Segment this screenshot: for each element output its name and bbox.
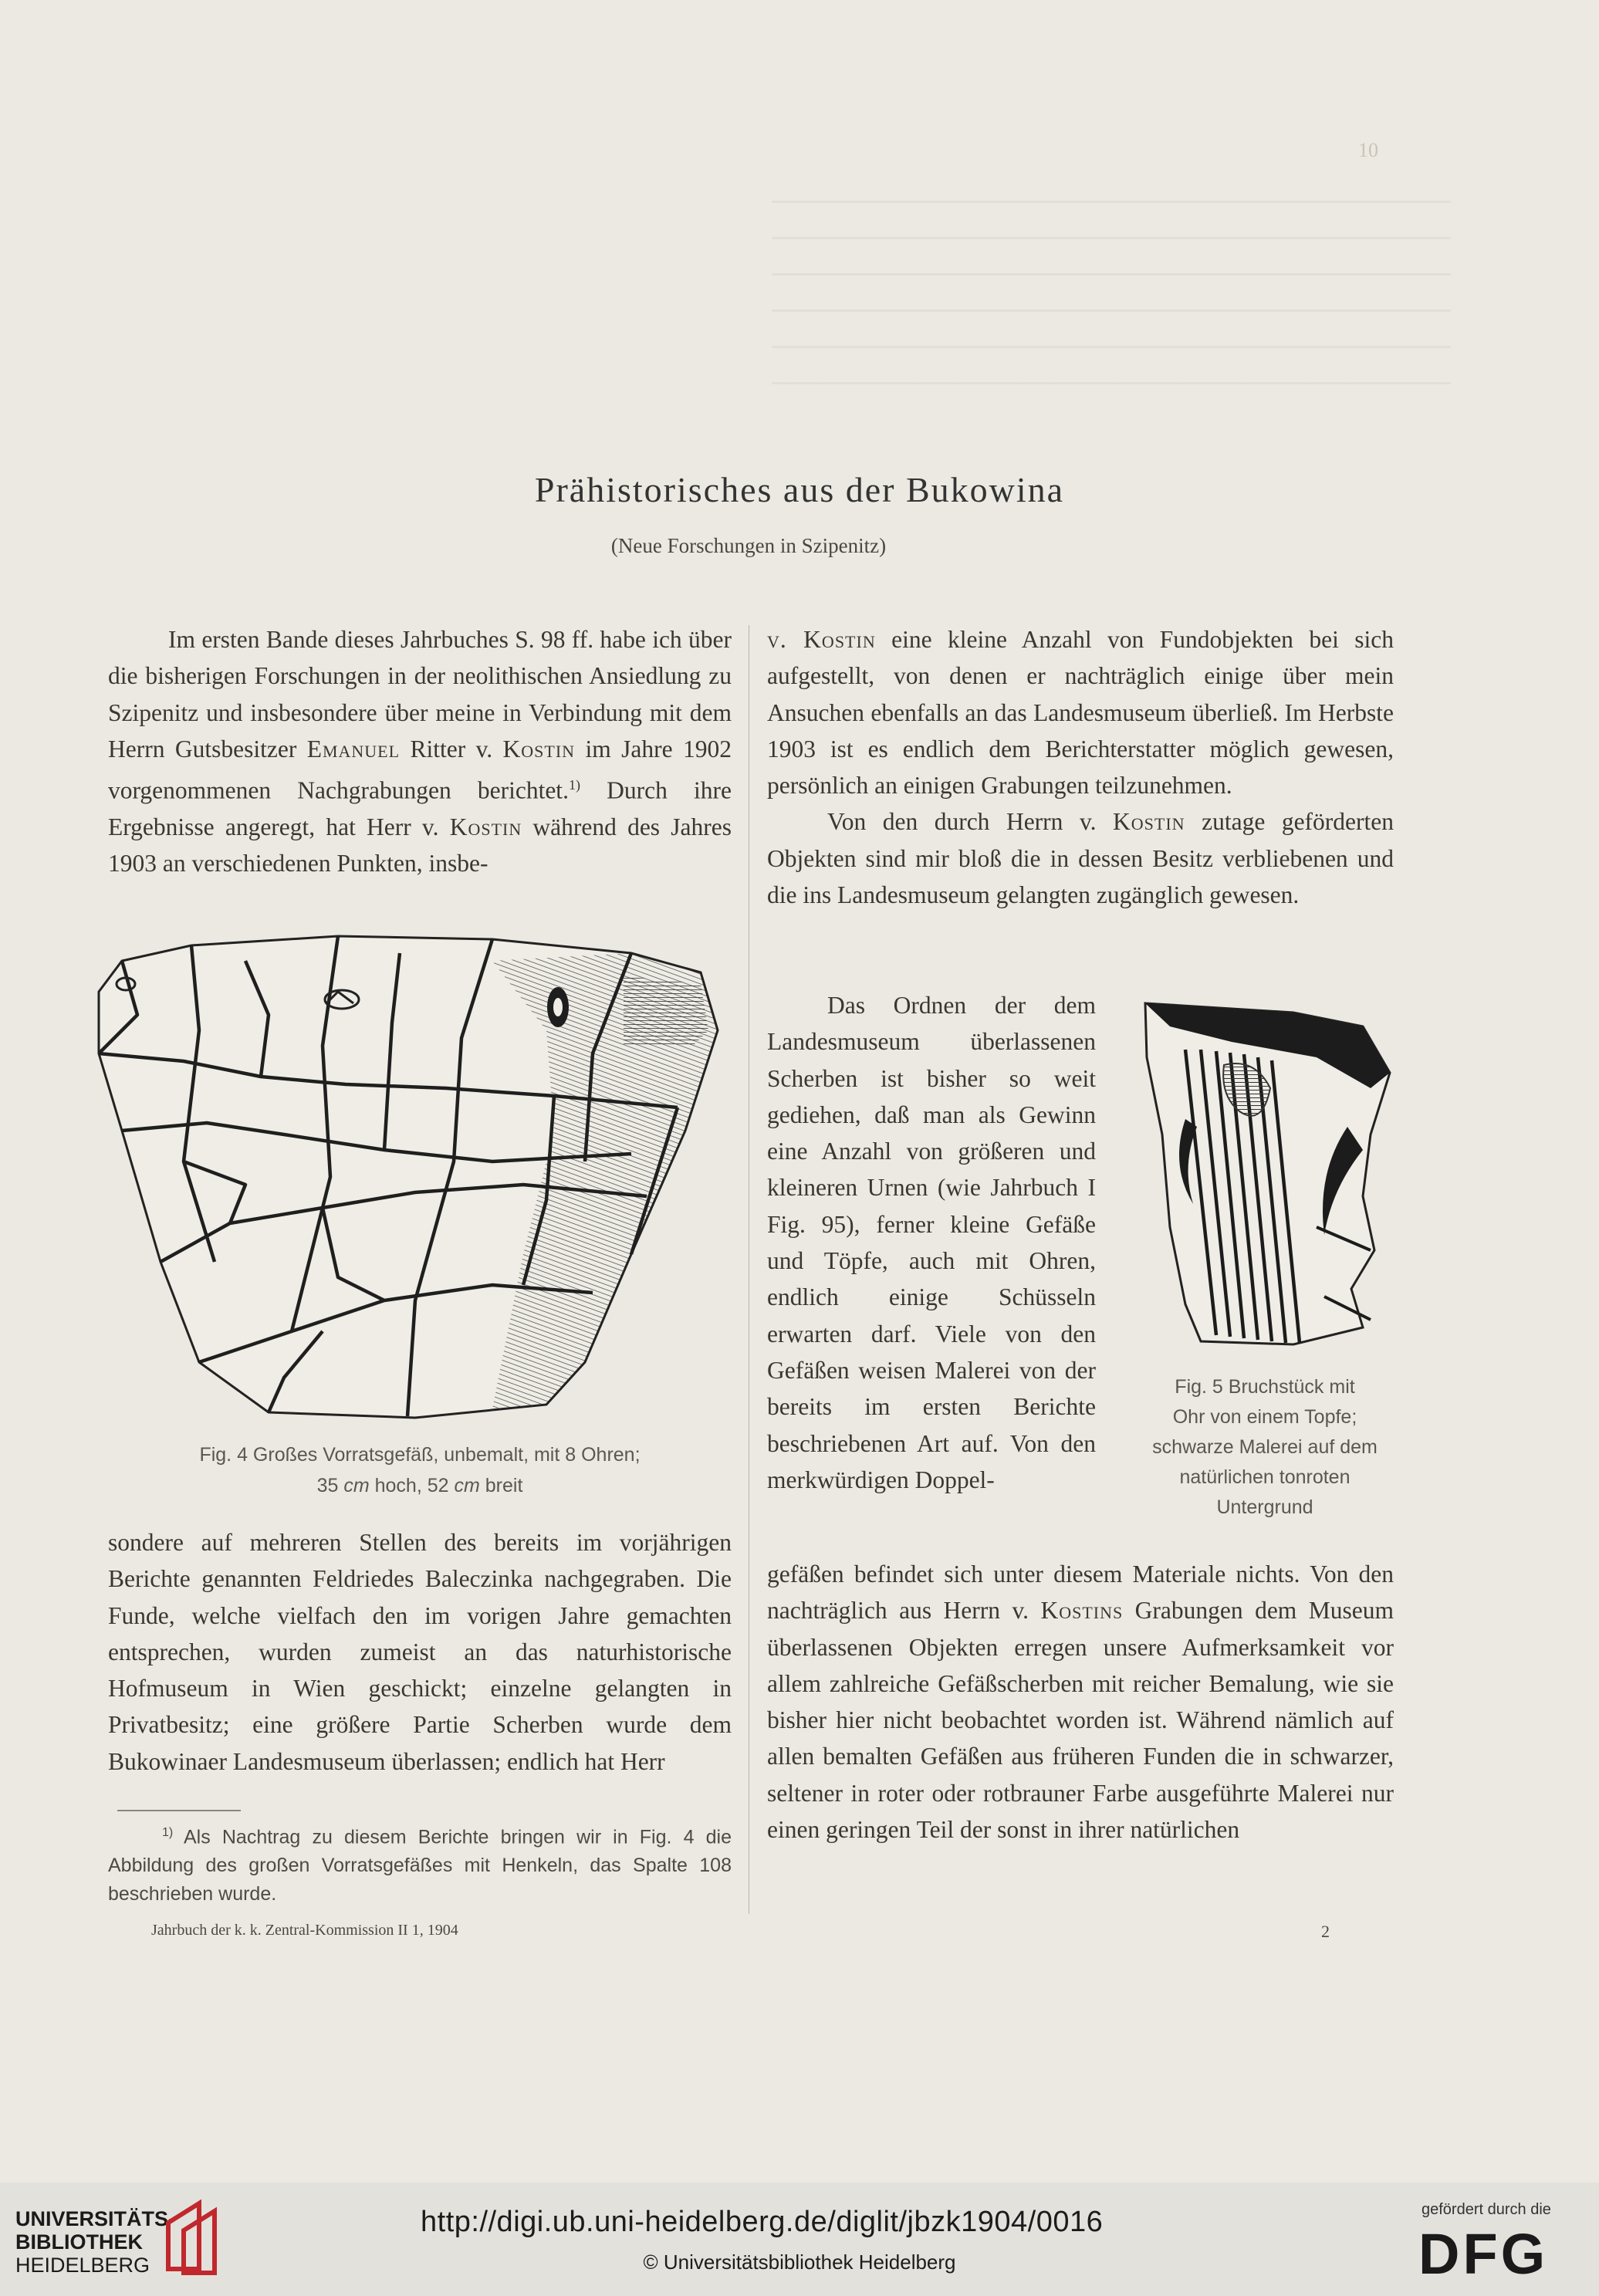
permalink-url[interactable]: http://digi.ub.uni-heidelberg.de/diglit/jbzk1904/0016 [421, 2206, 1104, 2238]
paragraph: v. Kostin eine kleine Anzahl von Fundobjekten bei sich aufgestellt, von denen er nachträglich einige über mein Ansuchen ebenfalls an das Landesmuseum überließ. Im Herbste 1903 ist es endlich dem Berichterstatter möglich gewesen, persönlich an einigen Grabungen teilzunehmen. [767, 626, 1394, 800]
fig4-vessel-illustration [91, 930, 735, 1424]
digitization-footer [0, 2183, 1599, 2296]
left-column-bottom [108, 1524, 732, 1780]
article-subtitle: (Neue Forschungen in Szipenitz) [610, 534, 887, 557]
paragraph: sondere auf mehreren Stellen des bereits im vorjährigen Berichte genannten Feldriedes Baleczinka nachgegraben. Die Funde, welche vielfach den im vorigen Jahre gemachten entsprechen, wurden zumeist an das naturhistorische Hofmuseum in Wien geschickt; einzelne gelangten in Privatbesitz; eine größere Partie Scherben wurde dem Bukowinaer Landesmuseum überlassen; endlich hat Herr [108, 1529, 732, 1775]
fig4-caption-line2: 35 cm hoch, 52 cm breit [316, 1475, 523, 1496]
bleed-through-mark: 10 [1358, 139, 1378, 161]
ub-heidelberg-logo[interactable]: UNIVERSITÄTS- BIBLIOTHEK HEIDELBERG [15, 2207, 176, 2277]
paragraph: Im ersten Bande dieses Jahrbuches S. 98 ff. habe ich über die bisherigen Forschungen in der neolithischen Ansiedlung zu Szipenitz und insbesondere über meine in Verbindung mit dem Herrn Gutsbesitzer Emanuel Ritter v. Kostin im Jahre 1902 vorgenommenen Nachgrabungen berichtet.$^{1)}$ Durch ihre Ergebnisse angeregt, hat Herr v. Kostin während des Jahres 1903 an verschiedenen Punkten, insbe- [108, 626, 732, 877]
right-column-narrow [767, 987, 1096, 1498]
footnote [108, 1818, 732, 1909]
paragraph: Das Ordnen der dem Landesmuseum überlassenen Scherben ist bisher so weit gediehen, daß man als Gewinn eine Anzahl von größeren und kleineren Urnen (wie Jahrbuch I Fig. 95), ferner kleine Gefäße und Töpfe, auch mit Ohren, endlich einige Schüsseln erwarten darf. Viele von den Gefäßen weisen Malerei von der bereits im ersten Berichte beschriebenen Art auf. Von den merkwürdigen Doppel- [767, 992, 1096, 1493]
right-column-bottom [767, 1556, 1394, 1848]
paragraph: Von den durch Herrn v. Kostin zutage geförderten Objekten sind mir bloß die in dessen Besitz verbliebenen und die ins Landesmuseum gelangten zugänglich gewesen. [767, 808, 1394, 909]
paragraph: gefäßen befindet sich unter diesem Materiale nichts. Von den nachträglich aus Herrn v. Kostins Grabungen dem Museum überlassenen Objekten erregen unsere Aufmerksamkeit vor allem zahlreiche Gefäßscherben mit reicher Bemalung, wie sie bisher hier nicht beobachtet worden ist. Während nämlich auf allen bemalten Gefäßen aus früheren Funden die in schwarzer, seltener in roter oder rotbrauner Farbe ausgeführte Malerei nur einen geringen Teil der sonst in ihrer natürlichen [767, 1561, 1394, 1844]
fig5-sherd-illustration [1139, 996, 1395, 1351]
footnote-text: Als Nachtrag zu diesem Berichte bringen wir in Fig. 4 die Abbildung des großen Vorratsgefäßes mit Henkeln, das Spalte 108 beschrieben wurde. [108, 1826, 732, 1905]
footnote-marker: 1) [162, 1826, 174, 1839]
footnote-rule [117, 1810, 241, 1811]
dfg-logo[interactable]: DFG [1418, 2222, 1549, 2286]
page-number: 2 [1321, 1922, 1330, 1941]
fig5-caption: Fig. 5 Bruchstück mit Ohr von einem Topfe; schwarze Malerei auf dem natürlichen tonroten Untergrund [1152, 1376, 1378, 1518]
journal-line: Jahrbuch der k. k. Zentral-Kommission II 1, 1904 [151, 1922, 458, 1939]
article-title: Prähistorisches aus der Bukowina [534, 470, 1065, 509]
funded-by-label: gefördert durch die [1422, 2201, 1551, 2218]
copyright-notice: © Universitätsbibliothek Heidelberg [643, 2250, 956, 2274]
left-column-top [108, 621, 732, 882]
fig4-caption [108, 1439, 732, 1501]
fig4-caption-line1: Fig. 4 Großes Vorratsgefäß, unbemalt, mit 8 Ohren; [199, 1444, 641, 1466]
right-column-top [767, 621, 1394, 913]
bleed-through-text [772, 201, 1451, 386]
